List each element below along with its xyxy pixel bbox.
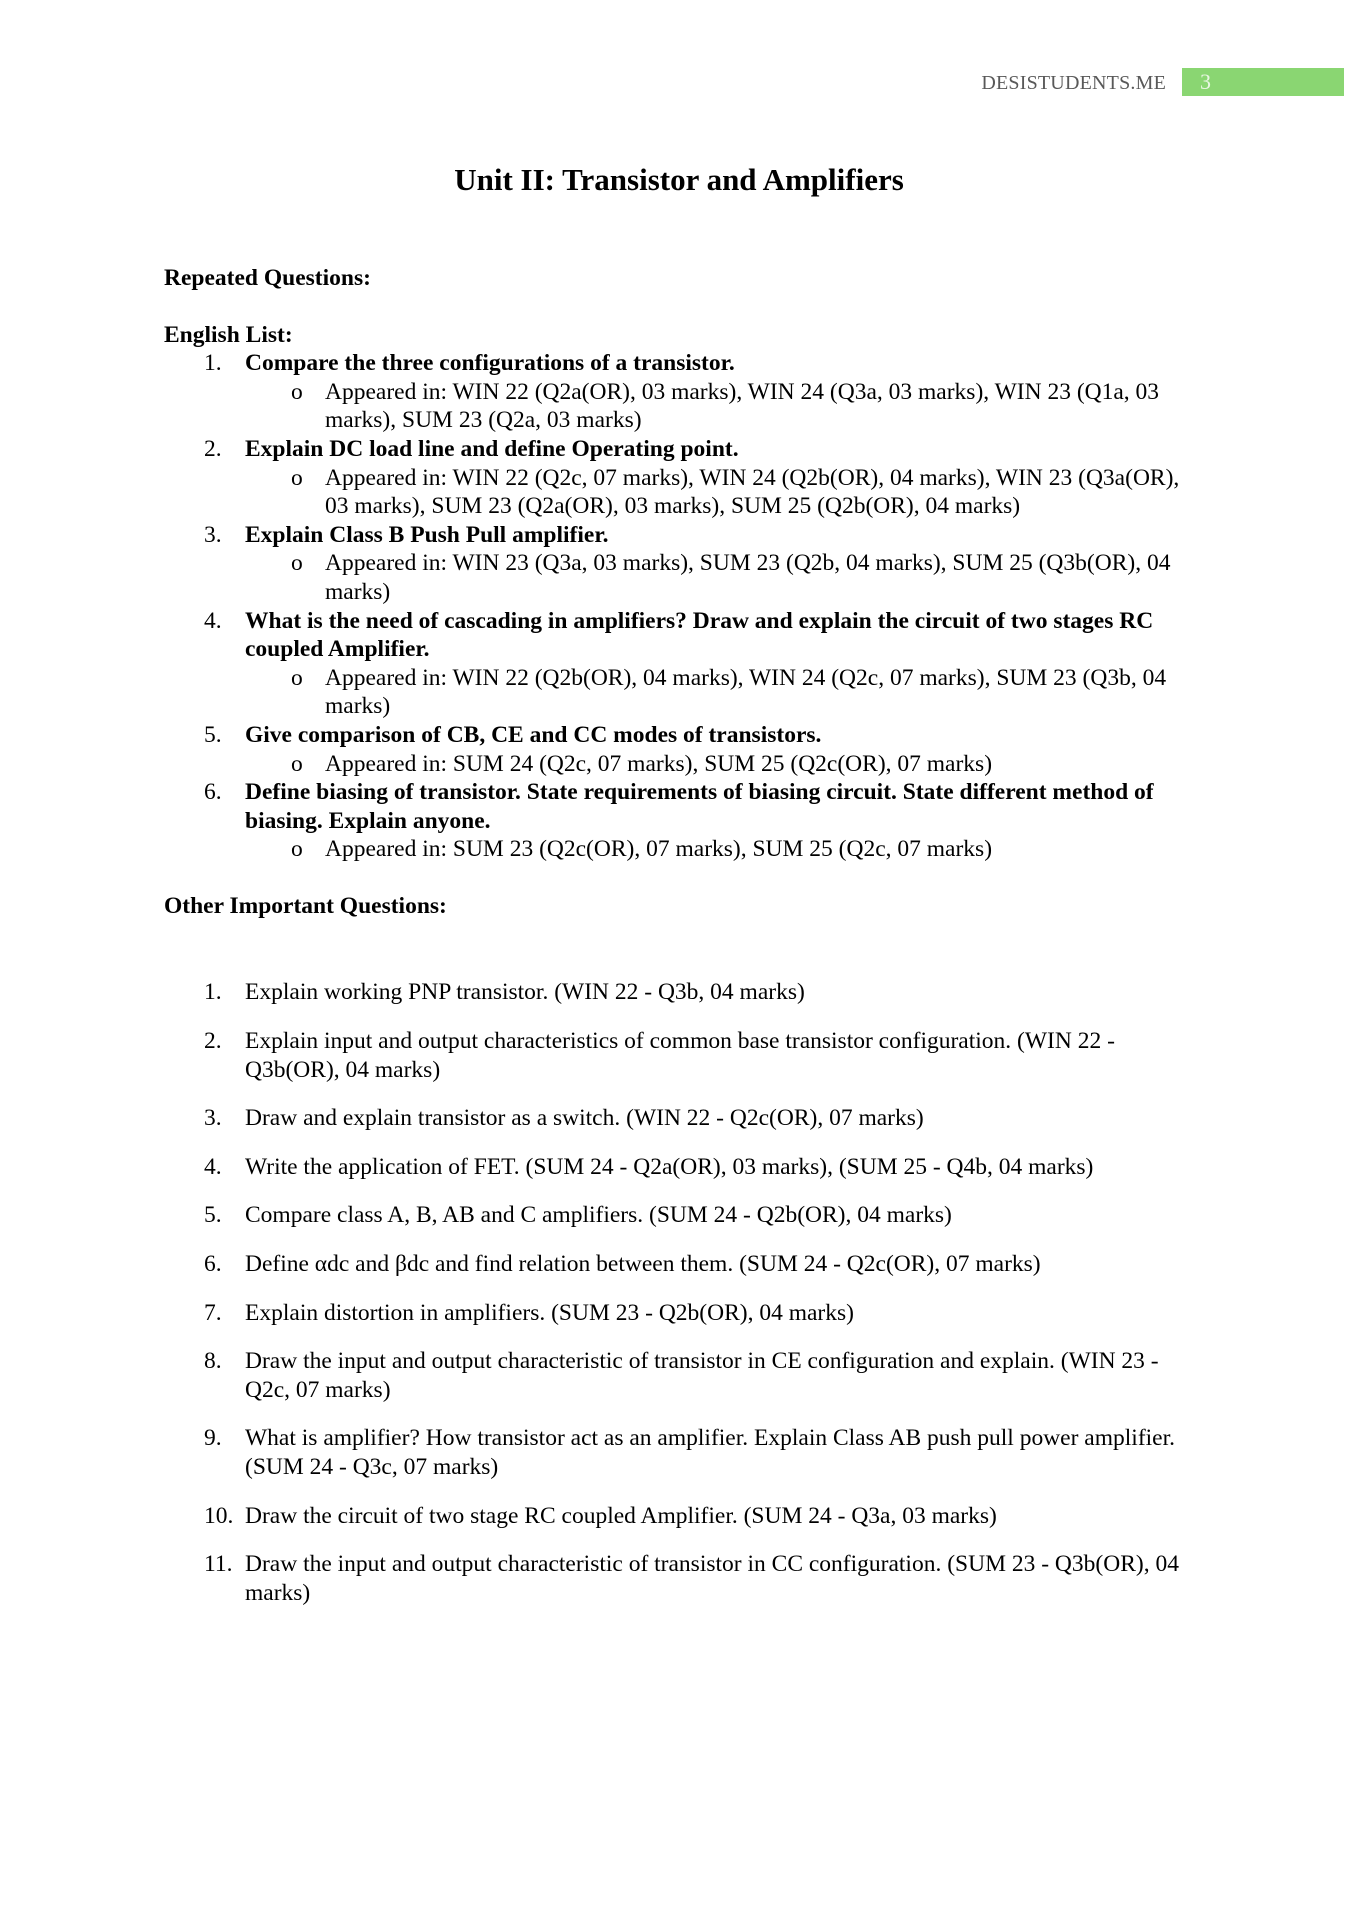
question-text: Draw the input and output characteristic of transistor in CC configuration. (SUM 23 - Q3b(OR), 04 marks) <box>245 1551 1179 1606</box>
item-number: 4. <box>204 607 222 634</box>
appeared-row <box>164 664 1204 721</box>
bullet-icon: o <box>291 550 303 577</box>
list-item <box>164 435 1204 521</box>
bullet-icon: o <box>291 464 303 491</box>
question-text: Give comparison of CB, CE and CC modes of transistors. <box>245 721 822 748</box>
item-number: 7. <box>204 1299 222 1326</box>
question-text: Draw the circuit of two stage RC coupled Amplifier. (SUM 24 - Q3a, 03 marks) <box>245 1502 997 1529</box>
list-item <box>164 607 1204 721</box>
list-item <box>164 1424 1204 1481</box>
list-item <box>164 1502 1204 1531</box>
appeared-row <box>164 750 1204 779</box>
item-number: 5. <box>204 721 222 748</box>
question-text: Write the application of FET. (SUM 24 - Q2a(OR), 03 marks), (SUM 25 - Q4b, 04 marks) <box>245 1153 1094 1180</box>
list-item <box>164 1347 1204 1404</box>
item-number: 5. <box>204 1202 222 1229</box>
question-text: Explain working PNP transistor. (WIN 22 - Q3b, 04 marks) <box>245 979 805 1006</box>
appeared-text: Appeared in: WIN 23 (Q3a, 03 marks), SUM 23 (Q2b, 04 marks), SUM 25 (Q3b(OR), 04 marks) <box>325 550 1171 605</box>
item-number: 1. <box>204 350 222 377</box>
item-number: 1. <box>204 979 222 1006</box>
list-item <box>164 1104 1204 1133</box>
question-text: Explain DC load line and define Operating point. <box>245 435 739 462</box>
bullet-icon: o <box>291 378 303 405</box>
other-questions-list <box>164 978 1204 1607</box>
list-item <box>164 721 1204 778</box>
question-text: Compare the three configurations of a transistor. <box>245 350 735 377</box>
list-item <box>164 1153 1204 1182</box>
appeared-text: Appeared in: SUM 24 (Q2c, 07 marks), SUM 25 (Q2c(OR), 07 marks) <box>325 750 993 777</box>
list-item <box>164 1299 1204 1328</box>
item-number: 3. <box>204 521 222 548</box>
question-text: Draw and explain transistor as a switch. (WIN 22 - Q2c(OR), 07 marks) <box>245 1105 924 1132</box>
question-text: Draw the input and output characteristic of transistor in CE configuration and explain. (WIN 23 - Q2c, 07 marks) <box>245 1348 1159 1403</box>
item-number: 2. <box>204 435 222 462</box>
question-text: Explain Class B Push Pull amplifier. <box>245 521 609 548</box>
question-text: What is the need of cascading in amplifiers? Draw and explain the circuit of two stages RC coupled Amplifier. <box>245 607 1154 663</box>
repeated-questions-list <box>164 349 1204 864</box>
appeared-text: Appeared in: WIN 22 (Q2c, 07 marks), WIN 24 (Q2b(OR), 04 marks), WIN 23 (Q3a(OR), 03 marks), SUM 23 (Q2a(OR), 03 marks), SUM 25 (Q2b(OR), 04 marks) <box>325 464 1180 520</box>
appeared-text: Appeared in: WIN 22 (Q2b(OR), 04 marks), WIN 24 (Q2c, 07 marks), SUM 23 (Q3b, 04 marks) <box>325 664 1167 720</box>
item-number: 10. <box>204 1502 234 1529</box>
question-text: Define biasing of transistor. State requirements of biasing circuit. State different method of biasing. Explain anyone. <box>245 779 1154 834</box>
list-item <box>164 1027 1204 1084</box>
list-item <box>164 521 1204 607</box>
document-body <box>164 264 1204 1627</box>
page-header <box>0 68 1358 98</box>
question-text: What is amplifier? How transistor act as an amplifier. Explain Class AB push pull power amplifier. (SUM 24 - Q3c, 07 marks) <box>245 1425 1176 1480</box>
repeated-questions-heading: Repeated Questions: <box>164 265 371 291</box>
item-number: 9. <box>204 1425 222 1452</box>
page-number: 3 <box>1200 69 1211 94</box>
list-item <box>164 978 1204 1007</box>
item-number: 11. <box>204 1551 233 1578</box>
bullet-icon: o <box>291 836 303 863</box>
page-number-badge <box>1182 68 1344 96</box>
appeared-row <box>164 464 1204 521</box>
question-text: Explain input and output characteristics of common base transistor configuration. (WIN 22 - Q3b(OR), 04 marks) <box>245 1028 1115 1083</box>
question-text: Explain distortion in amplifiers. (SUM 23 - Q2b(OR), 04 marks) <box>245 1299 854 1326</box>
item-number: 8. <box>204 1348 222 1375</box>
appeared-row <box>164 549 1204 606</box>
page-title: Unit II: Transistor and Amplifiers <box>454 162 904 197</box>
bullet-icon: o <box>291 750 303 777</box>
item-number: 2. <box>204 1028 222 1055</box>
question-text: Compare class A, B, AB and C amplifiers. (SUM 24 - Q2b(OR), 04 marks) <box>245 1202 952 1229</box>
item-number: 6. <box>204 1251 222 1278</box>
list-item <box>164 1250 1204 1279</box>
appeared-row <box>164 835 1204 864</box>
item-number: 4. <box>204 1153 222 1180</box>
appeared-text: Appeared in: SUM 23 (Q2c(OR), 07 marks), SUM 25 (Q2c, 07 marks) <box>325 836 993 863</box>
list-item <box>164 778 1204 864</box>
other-questions-heading: Other Important Questions: <box>164 892 447 919</box>
item-number: 6. <box>204 779 222 806</box>
site-name: DESISTUDENTS.ME <box>981 72 1166 94</box>
question-text: Define αdc and βdc and find relation between them. (SUM 24 - Q2c(OR), 07 marks) <box>245 1251 1041 1278</box>
item-number: 3. <box>204 1105 222 1132</box>
list-item <box>164 349 1204 435</box>
list-item <box>164 1550 1204 1607</box>
appeared-text: Appeared in: WIN 22 (Q2a(OR), 03 marks), WIN 24 (Q3a, 03 marks), WIN 23 (Q1a, 03 marks), SUM 23 (Q2a, 03 marks) <box>325 378 1160 434</box>
bullet-icon: o <box>291 664 303 691</box>
list-item <box>164 1201 1204 1230</box>
appeared-row <box>164 378 1204 435</box>
english-list-heading: English List: <box>164 321 293 348</box>
